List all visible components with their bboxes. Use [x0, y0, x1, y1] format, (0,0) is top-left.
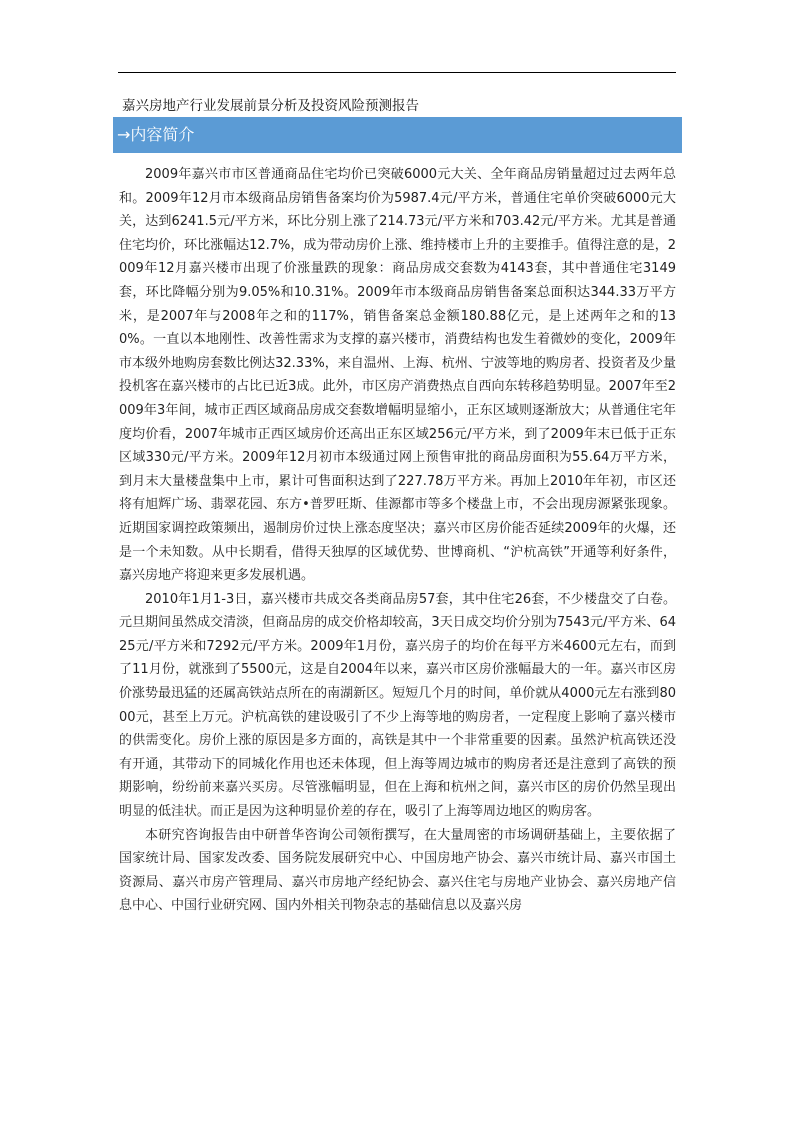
section-heading-bar [113, 117, 682, 153]
section-heading: →内容简介 [117, 125, 195, 144]
paragraph-2: 2010年1月1-3日，嘉兴楼市共成交各类商品房57套，其中住宅26套，不少楼盘交了白卷。元旦期间虽然成交清淡，但商品房的成交价格却较高，3天日成交均价分别为7543元/平方米、6425元/平方米和7292元/平方米。2009年1月份，嘉兴房子的均价在每平方米4600元左右，而到了11月份，就涨到了5500元，这是自2004年以来，嘉兴市区房价涨幅最大的一年。嘉兴市区房价涨势最迅猛的还属高铁站点所在的南湖新区。短短几个月的时间，单价就从4000元左右涨到8000元，甚至上万元。沪杭高铁的建设吸引了不少上海等地的购房者，一定程度上影响了嘉兴楼市的供需变化。房价上涨的原因是多方面的，高铁是其中一个非常重要的因素。虽然沪杭高铁还没有开通，其带动下的同城化作用也还未体现，但上海等周边城市的购房者还是注意到了高铁的预期影响，纷纷前来嘉兴买房。尽管涨幅明显，但在上海和杭州之间，嘉兴市区的房价仍然呈现出明显的低洼状。而正是因为这种明显价差的存在，吸引了上海等周边地区的购房客。 [119, 591, 676, 820]
paragraph-1: 2009年嘉兴市市区普通商品住宅均价已突破6000元大关、全年商品房销量超过过去两年总和。2009年12月市本级商品房销售备案均价为5987.4元/平方米，普通住宅单价突破6000元大关，达到6241.5元/平方米，环比分别上涨了214.73元/平方米和703.42元/平方米。尤其是普通住宅均价，环比涨幅达12.7%，成为带动房价上涨、维持楼市上升的主要推手。值得注意的是，2009年12月嘉兴楼市出现了价涨量跌的现象：商品房成交套数为4143套，其中普通住宅3149套，环比降幅分别为9.05%和10.31%。2009年市本级商品房销售备案总面积达344.33万平方米，是2007年与2008年之和的117%，销售备案总金额180.88亿元，是上述两年之和的130%。一直以本地刚性、改善性需求为支撑的嘉兴楼市，消费结构也发生着微妙的变化，2009年市本级外地购房套数比例达32.33%，来自温州、上海、杭州、宁波等地的购房者、投资者及少量投机客在嘉兴楼市的占比已近3成。此外，市区房产消费热点自西向东转移趋势明显。2007年至2009年3年间，城市正西区域商品房成交套数增幅明显缩小，正东区域则逐渐放大；从普通住宅年度均价看，2007年城市正西区域房价还高出正东区域256元/平方米，到了2009年末已低于正东区域330元/平方米。2009年12月初市本级通过网上预售审批的商品房面积为55.64万平方米，到月末大量楼盘集中上市，累计可售面积达到了227.78万平方米。再加上2010年年初，市区还将有旭辉广场、翡翠花园、东方•普罗旺斯、佳源都市等多个楼盘上市，不会出现房源紧张现象。近期国家调控政策频出，遏制房价过快上涨态度坚决；嘉兴市区房价能否延续2009年的火爆，还是一个未知数。从中长期看，借得天独厚的区域优势、世博商机、“沪杭高铁”开通等利好条件，嘉兴房地产将迎来更多发展机遇。 [119, 167, 676, 584]
header-rule [118, 72, 676, 73]
document-body [119, 163, 676, 918]
paragraph-3: 本研究咨询报告由中研普华咨询公司领衔撰写，在大量周密的市场调研基础上，主要依据了国家统计局、国家发改委、国务院发展研究中心、中国房地产协会、嘉兴市统计局、嘉兴市国土资源局、嘉兴市房产管理局、嘉兴市房地产经纪协会、嘉兴住宅与房地产业协会、嘉兴房地产信息中心、中国行业研究网、国内外相关刊物杂志的基础信息以及嘉兴房 [119, 827, 676, 914]
document-header-title: 嘉兴房地产行业发展前景分析及投资风险预测报告 [122, 98, 419, 114]
